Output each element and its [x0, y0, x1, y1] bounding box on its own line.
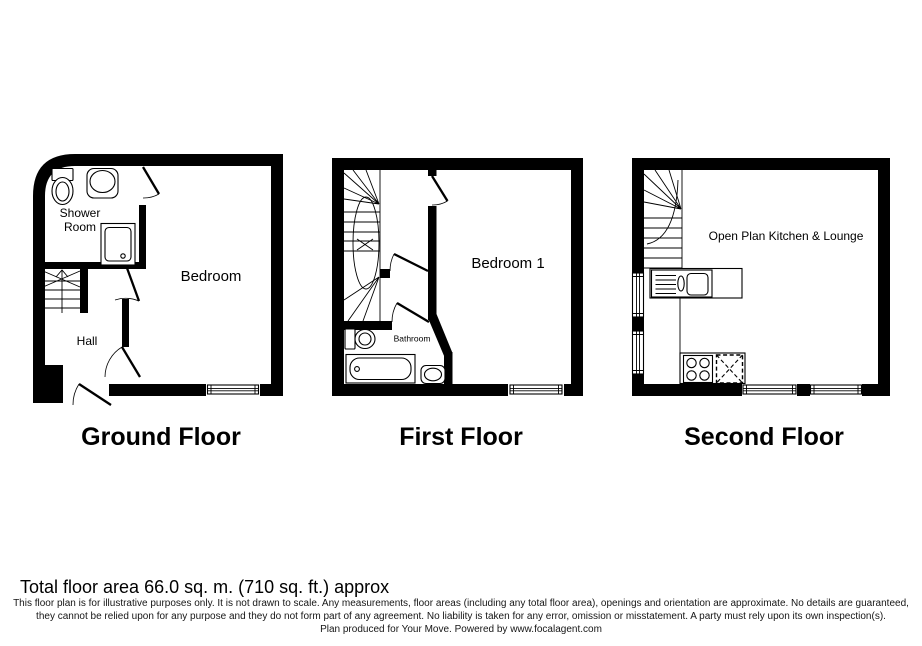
kitchen-sink-icon: [652, 270, 713, 297]
window: [510, 385, 562, 394]
disclaimer-line-2: they cannot be relied upon for any purpose and they do not form part of any agreement. No liability is taken for any error, omission or misstatement. A party must rely upon its own inspection(s).: [36, 611, 886, 622]
porch-wall: [33, 365, 63, 403]
bedroom-wall: [428, 158, 437, 176]
disclaimer-line-1: This floor plan is for illustrative purposes only. It is not drawn to scale. Any measurements, floor areas (including any total floor area), openings and orientation are approximate. No details are guaranteed,: [13, 598, 909, 609]
door-swing-icon: [390, 176, 448, 322]
first-floor-plan: [332, 158, 583, 451]
shower-room-wall: [139, 205, 146, 265]
room-label-bathroom: Bathroom: [393, 333, 431, 344]
total-floor-area: Total floor area 66.0 sq. m. (710 sq. ft.) approx: [20, 577, 390, 597]
floor-title-ground: Ground Floor: [81, 423, 241, 451]
toilet-icon: [345, 329, 375, 349]
staircase: [43, 270, 80, 313]
credit-line: Plan produced for Your Move. Powered by www.focalagent.com: [320, 624, 602, 635]
landing-wall: [380, 269, 390, 278]
room-label-bedroom: Bedroom: [180, 268, 242, 285]
room-label-kitchen-lounge: Open Plan Kitchen & Lounge: [708, 229, 864, 243]
kitchen-counter: [650, 269, 745, 384]
toilet-icon: [52, 169, 73, 205]
bathtub-icon: [346, 355, 415, 384]
staircase: [344, 170, 380, 322]
shower-tray-icon: [101, 224, 135, 266]
hob-icon: [684, 356, 713, 383]
bedroom-wall: [428, 206, 437, 320]
stair-wall: [80, 268, 88, 313]
ground-floor-plan: [33, 154, 283, 451]
floor-title-second: Second Floor: [684, 423, 844, 451]
room-label-shower-2: Room: [63, 220, 97, 234]
second-floor-plan: [630, 158, 890, 451]
room-label-bedroom1: Bedroom 1: [471, 255, 545, 272]
staircase: [644, 170, 682, 270]
hall-wall: [122, 299, 129, 347]
room-label-shower-1: Shower: [59, 206, 101, 220]
diagonal-wall: [428, 314, 453, 357]
basin-icon: [421, 366, 445, 384]
basin-icon: [87, 169, 118, 199]
room-label-hall: Hall: [76, 334, 98, 348]
floor-title-first: First Floor: [399, 423, 523, 451]
window: [208, 385, 259, 394]
